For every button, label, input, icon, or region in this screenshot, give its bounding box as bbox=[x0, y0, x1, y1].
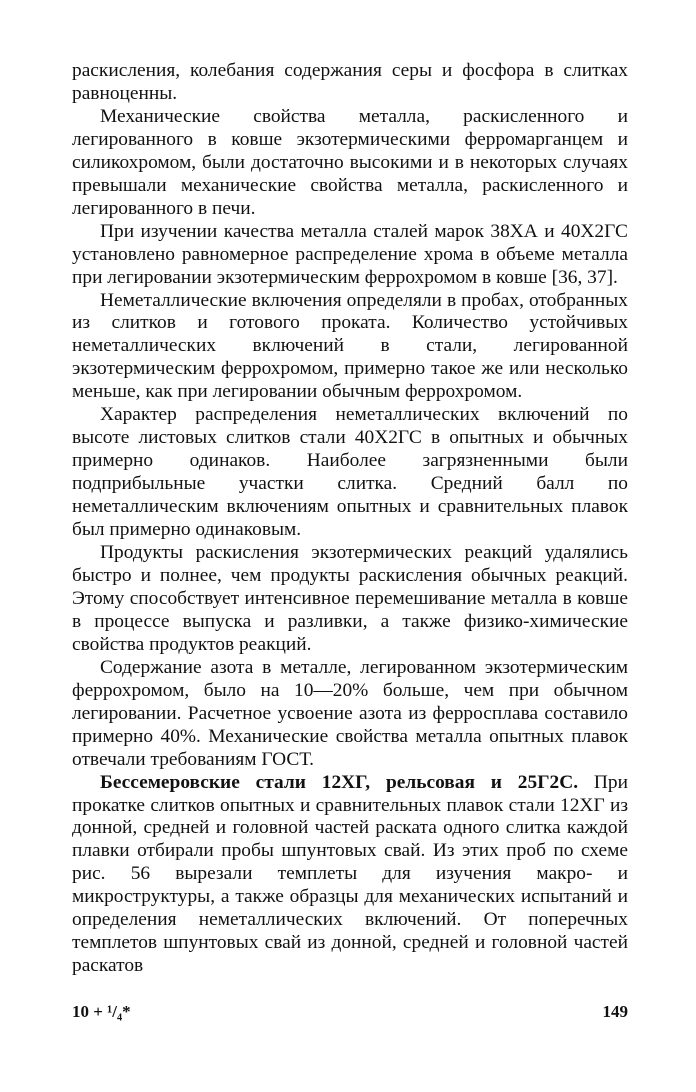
page-footer bbox=[72, 1002, 628, 1028]
paragraph-3: При изучении качества металла сталей марок 38ХА и 40Х2ГС установлено равномерное распределение хрома в объеме металла при легировании экзотермическим феррохромом в ковше [36, 37]. bbox=[72, 220, 628, 288]
paragraph-7: Содержание азота в металле, легированном экзотермическим феррохромом, было на 10—20% больше, чем при обычном легировании. Расчетное усвоение азота из ферросплава составило примерно 40%. Механические свойства металла опытных плавок отвечали требованиям ГОСТ. bbox=[72, 656, 628, 770]
paragraph-8-text: При прокатке слитков опытных и сравнительных плавок стали 12ХГ из донной, средней и головной частей раската одного слитка каждой плавки отбирали пробы шпунтовых свай. Из этих проб по схеме рис. 56 вырезали темплеты для изучения макро- и микроструктуры, а также образцы для механических испытаний и определения неметаллических включений. От поперечных темплетов шпунтовых свай из донной, средней и головной частей раскатов bbox=[72, 771, 628, 977]
paragraph-5: Характер распределения неметаллических включений по высоте листовых слитков стали 40Х2ГС в опытных и обычных примерно одинаков. Наиболее загрязненными были подприбыльные участки слитка. Средний балл по неметаллическим включениям опытных и сравнительных плавок был примерно одинаковым. bbox=[72, 404, 628, 541]
paragraph-4: Неметаллические включения определяли в пробах, отобранных из слитков и готового проката. Количество устойчивых неметаллических включений в стали, легированной экзотермическим феррохромом, примерно такое же или несколько меньше, как при легировании обычным феррохромом. bbox=[72, 289, 628, 403]
paragraph-1: раскисления, колебания содержания серы и фосфора в слитках равноценны. bbox=[72, 60, 628, 104]
paragraph-2: Механические свойства металла, раскисленного и легированного в ковше экзотермическими ферромарганцем и силикохромом, были достаточно высокими и в некоторых случаях превышали механические свойства металла, раскисленного и легированного в печи. bbox=[72, 105, 628, 219]
paragraph-6: Продукты раскисления экзотермических реакций удалялись быстро и полнее, чем продукты раскисления обычных реакций. Этому способствует интенсивное перемешивание металла в ковше в процессе выпуска и разливки, а также физико-химические свойства продуктов реакций. bbox=[72, 542, 628, 655]
paragraph-8 bbox=[72, 772, 628, 979]
signature-mark: 10 + ¹/₄* bbox=[72, 1002, 131, 1021]
section-run-in-heading: Бессемеровские стали 12ХГ, рельсовая и 25Г2С. bbox=[100, 771, 579, 793]
page-number: 149 bbox=[602, 1002, 628, 1021]
body-text bbox=[72, 60, 628, 978]
